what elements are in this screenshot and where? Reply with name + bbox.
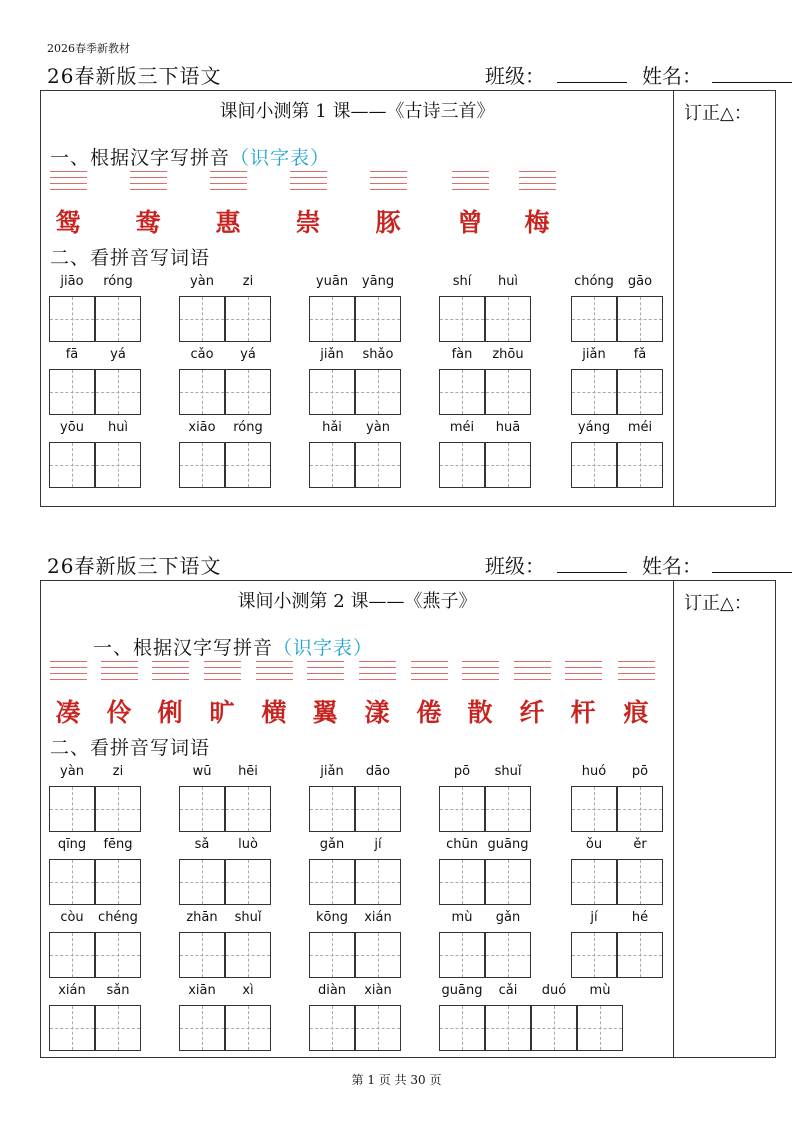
pinyin-label: yàn [190, 274, 214, 289]
tianzige-cell[interactable] [225, 1005, 271, 1051]
tianzige-cell[interactable] [225, 369, 271, 415]
section-text: 一、根据汉字写拼音 [50, 147, 231, 169]
tianzige-cell[interactable] [439, 442, 485, 488]
pinyin-label: mù [589, 983, 611, 998]
pinyin-label: qīng [57, 837, 87, 852]
pinyin-write-lines[interactable] [519, 171, 556, 195]
pinyin-label: shǎo [362, 347, 394, 362]
pinyin-label: yá [240, 347, 256, 362]
pinyin-label: shuǐ [234, 910, 262, 925]
pinyin-label: chūn [446, 837, 478, 852]
tianzige-cell[interactable] [439, 369, 485, 415]
pinyin-write-lines[interactable] [359, 661, 396, 685]
pinyin-label: ěr [633, 837, 647, 852]
pinyin-label: jiǎn [582, 347, 606, 362]
pinyin-label: wū [192, 764, 212, 779]
top-note: 2026春季新教材 [47, 42, 130, 55]
pinyin-write-lines[interactable] [411, 661, 448, 685]
pinyin-write-lines[interactable] [290, 171, 327, 195]
pinyin-write-lines[interactable] [210, 171, 247, 195]
tianzige-cell[interactable] [355, 1005, 401, 1051]
pinyin-label: fā [65, 347, 79, 362]
name-field[interactable] [712, 572, 792, 573]
pinyin-label: còu [60, 910, 84, 925]
pinyin-label: gāo [627, 274, 653, 289]
hanzi-character: 鸳 [55, 208, 81, 237]
tianzige-cell[interactable] [571, 859, 617, 905]
pinyin-label: yàn [60, 764, 84, 779]
pinyin-write-lines[interactable] [50, 171, 87, 195]
hanzi-character: 痕 [623, 698, 649, 727]
tianzige-cell[interactable] [225, 859, 271, 905]
pinyin-write-lines[interactable] [256, 661, 293, 685]
tianzige-cell[interactable] [355, 932, 401, 978]
tianzige-cell[interactable] [225, 932, 271, 978]
tianzige-cell[interactable] [485, 369, 531, 415]
pinyin-label: huì [107, 420, 129, 435]
tianzige-cell[interactable] [355, 369, 401, 415]
tianzige-cell[interactable] [95, 932, 141, 978]
pinyin-label: zi [242, 274, 254, 289]
class-label: 班级： [485, 554, 545, 578]
pinyin-label: huó [581, 764, 607, 779]
pinyin-label: róng [103, 274, 133, 289]
worksheet-title: 26春新版三下语文 [47, 554, 222, 578]
tianzige-cell[interactable] [309, 859, 355, 905]
pinyin-label: xì [242, 983, 254, 998]
hanzi-character: 惠 [215, 208, 241, 237]
pinyin-label: xián [58, 983, 86, 998]
tianzige-cell[interactable] [225, 296, 271, 342]
lesson-title: 课间小测第 2 课——《燕子》 [237, 591, 477, 612]
pinyin-label: mù [451, 910, 473, 925]
pinyin-label: xiāo [188, 420, 216, 435]
pinyin-write-lines[interactable] [152, 661, 189, 685]
pinyin-label: hēi [238, 764, 258, 779]
pinyin-label: guāng [487, 837, 529, 852]
tianzige-cell[interactable] [179, 369, 225, 415]
pinyin-label: róng [233, 420, 263, 435]
tianzige-cell[interactable] [95, 369, 141, 415]
hanzi-character: 凑 [55, 698, 81, 727]
hanzi-character: 崇 [295, 208, 321, 237]
pinyin-label: zi [112, 764, 124, 779]
pinyin-label: xián [364, 910, 392, 925]
section-text: 一、根据汉字写拼音 [93, 637, 274, 659]
tianzige-cell[interactable] [49, 932, 95, 978]
name-label: 姓名： [642, 554, 702, 578]
pinyin-label: pō [453, 764, 471, 779]
tianzige-cell[interactable] [49, 1005, 95, 1051]
tianzige-cell[interactable] [617, 296, 663, 342]
section-pinyin-heading [93, 633, 373, 660]
pinyin-write-lines[interactable] [565, 661, 602, 685]
pinyin-label: ǒu [585, 837, 603, 852]
tianzige-cell[interactable] [439, 1005, 485, 1051]
pinyin-label: zhān [186, 910, 218, 925]
pinyin-label: chéng [98, 910, 138, 925]
tianzige-cell[interactable] [485, 859, 531, 905]
correction-divider [673, 581, 674, 1057]
tianzige-cell[interactable] [439, 859, 485, 905]
pinyin-label: luò [238, 837, 258, 852]
pinyin-label: cǎi [498, 983, 518, 998]
tianzige-cell[interactable] [439, 786, 485, 832]
tianzige-cell[interactable] [485, 1005, 531, 1051]
pinyin-label: pō [631, 764, 649, 779]
tianzige-cell[interactable] [571, 442, 617, 488]
page-footer: 第 1 页 共 30 页 [351, 1073, 442, 1087]
correction-label: 订正△： [684, 593, 752, 614]
tianzige-cell[interactable] [309, 786, 355, 832]
pinyin-label: sǎn [106, 983, 130, 998]
tianzige-cell[interactable] [355, 859, 401, 905]
section-words-heading: 二、看拼音写词语 [50, 247, 211, 269]
worksheet-title: 26春新版三下语文 [47, 64, 222, 88]
hanzi-character: 梅 [524, 208, 550, 237]
pinyin-label: dāo [365, 764, 391, 779]
pinyin-label: zhōu [492, 347, 524, 362]
tianzige-cell[interactable] [571, 786, 617, 832]
pinyin-label: yōu [60, 420, 84, 435]
hanzi-character: 杆 [570, 698, 596, 727]
pinyin-label: fēng [103, 837, 133, 852]
pinyin-label: fàn [451, 347, 473, 362]
pinyin-label: yàn [366, 420, 390, 435]
tianzige-cell[interactable] [571, 296, 617, 342]
pinyin-label: kōng [316, 910, 348, 925]
tianzige-cell[interactable] [49, 369, 95, 415]
hanzi-character: 曾 [457, 208, 483, 237]
pinyin-label: gǎn [495, 910, 521, 925]
tianzige-cell[interactable] [617, 442, 663, 488]
lesson-1-box [40, 90, 776, 507]
tianzige-cell[interactable] [309, 932, 355, 978]
pinyin-write-lines[interactable] [204, 661, 241, 685]
pinyin-label: shí [452, 274, 472, 289]
hanzi-character: 散 [467, 698, 493, 727]
tianzige-cell[interactable] [309, 1005, 355, 1051]
tianzige-cell[interactable] [179, 932, 225, 978]
tianzige-cell[interactable] [95, 859, 141, 905]
tianzige-cell[interactable] [225, 786, 271, 832]
tianzige-cell[interactable] [179, 1005, 225, 1051]
pinyin-write-lines[interactable] [50, 661, 87, 685]
pinyin-label: chóng [574, 274, 614, 289]
tianzige-cell[interactable] [355, 786, 401, 832]
pinyin-label: sǎ [194, 837, 210, 852]
pinyin-label: méi [449, 420, 475, 435]
tianzige-cell[interactable] [95, 296, 141, 342]
tianzige-cell[interactable] [49, 442, 95, 488]
pinyin-write-lines[interactable] [514, 661, 551, 685]
tianzige-cell[interactable] [571, 932, 617, 978]
pinyin-write-lines[interactable] [452, 171, 489, 195]
name-label: 姓名： [642, 64, 702, 88]
hanzi-character: 俐 [157, 698, 183, 727]
tianzige-cell[interactable] [179, 786, 225, 832]
tianzige-cell[interactable] [617, 786, 663, 832]
hanzi-character: 豚 [375, 208, 401, 237]
pinyin-write-lines[interactable] [370, 171, 407, 195]
tianzige-cell[interactable] [571, 369, 617, 415]
pinyin-label: jí [374, 837, 382, 852]
pinyin-write-lines[interactable] [462, 661, 499, 685]
pinyin-label: fǎ [633, 347, 647, 362]
pinyin-label: cǎo [190, 347, 214, 362]
tianzige-cell[interactable] [531, 1005, 577, 1051]
tianzige-cell[interactable] [49, 296, 95, 342]
correction-divider [673, 91, 674, 506]
tianzige-cell[interactable] [95, 442, 141, 488]
tianzige-cell[interactable] [309, 442, 355, 488]
tianzige-cell[interactable] [439, 932, 485, 978]
pinyin-label: yuān [315, 274, 349, 289]
tianzige-cell[interactable] [355, 296, 401, 342]
pinyin-label: hé [631, 910, 649, 925]
hanzi-character: 纤 [519, 698, 545, 727]
tianzige-cell[interactable] [225, 442, 271, 488]
tianzige-cell[interactable] [485, 786, 531, 832]
tianzige-cell[interactable] [49, 859, 95, 905]
tianzige-cell[interactable] [179, 859, 225, 905]
tianzige-cell[interactable] [485, 296, 531, 342]
pinyin-label: huā [495, 420, 521, 435]
pinyin-label: diàn [317, 983, 347, 998]
pinyin-label: huì [497, 274, 519, 289]
sheet-header-2 [47, 550, 747, 576]
pinyin-write-lines[interactable] [307, 661, 344, 685]
hanzi-character: 横 [261, 698, 287, 727]
pinyin-label: xiàn [364, 983, 392, 998]
correction-label: 订正△： [684, 103, 752, 124]
pinyin-label: jiāo [60, 274, 84, 289]
tianzige-cell[interactable] [179, 442, 225, 488]
tianzige-cell[interactable] [49, 786, 95, 832]
class-label: 班级： [485, 64, 545, 88]
hanzi-character: 漾 [364, 698, 390, 727]
tianzige-cell[interactable] [309, 369, 355, 415]
tianzige-cell[interactable] [617, 369, 663, 415]
class-field[interactable] [557, 82, 627, 83]
pinyin-write-lines[interactable] [101, 661, 138, 685]
pinyin-label: jiǎn [320, 347, 344, 362]
tianzige-cell[interactable] [95, 786, 141, 832]
hanzi-character: 伶 [106, 698, 132, 727]
section-note: （识字表） [230, 147, 331, 169]
tianzige-cell[interactable] [309, 296, 355, 342]
tianzige-cell[interactable] [439, 296, 485, 342]
lesson-title: 课间小测第 1 课——《古诗三首》 [219, 101, 495, 122]
pinyin-label: yāng [361, 274, 395, 289]
name-field[interactable] [712, 82, 792, 83]
tianzige-cell[interactable] [179, 296, 225, 342]
pinyin-label: duó [541, 983, 567, 998]
pinyin-label: yáng [577, 420, 611, 435]
section-pinyin-heading [50, 143, 330, 170]
pinyin-write-lines[interactable] [618, 661, 655, 685]
pinyin-label: xiān [188, 983, 216, 998]
pinyin-label: jí [590, 910, 598, 925]
pinyin-write-lines[interactable] [130, 171, 167, 195]
tianzige-cell[interactable] [485, 442, 531, 488]
pinyin-label: guāng [441, 983, 483, 998]
class-field[interactable] [557, 572, 627, 573]
pinyin-label: hǎi [322, 420, 342, 435]
tianzige-cell[interactable] [617, 859, 663, 905]
pinyin-label: jiǎn [320, 764, 344, 779]
tianzige-cell[interactable] [355, 442, 401, 488]
pinyin-label: shuǐ [494, 764, 522, 779]
hanzi-character: 鸯 [135, 208, 161, 237]
hanzi-character: 倦 [416, 698, 442, 727]
pinyin-label: gǎn [319, 837, 345, 852]
pinyin-label: yá [110, 347, 126, 362]
tianzige-cell[interactable] [577, 1005, 623, 1051]
section-words-heading: 二、看拼音写词语 [50, 737, 211, 759]
tianzige-cell[interactable] [617, 932, 663, 978]
hanzi-character: 旷 [209, 698, 235, 727]
tianzige-cell[interactable] [95, 1005, 141, 1051]
sheet-header-1 [47, 60, 747, 86]
section-note: （识字表） [273, 637, 374, 659]
tianzige-cell[interactable] [485, 932, 531, 978]
hanzi-character: 翼 [312, 698, 338, 727]
pinyin-label: méi [627, 420, 653, 435]
lesson-2-box [40, 580, 776, 1058]
